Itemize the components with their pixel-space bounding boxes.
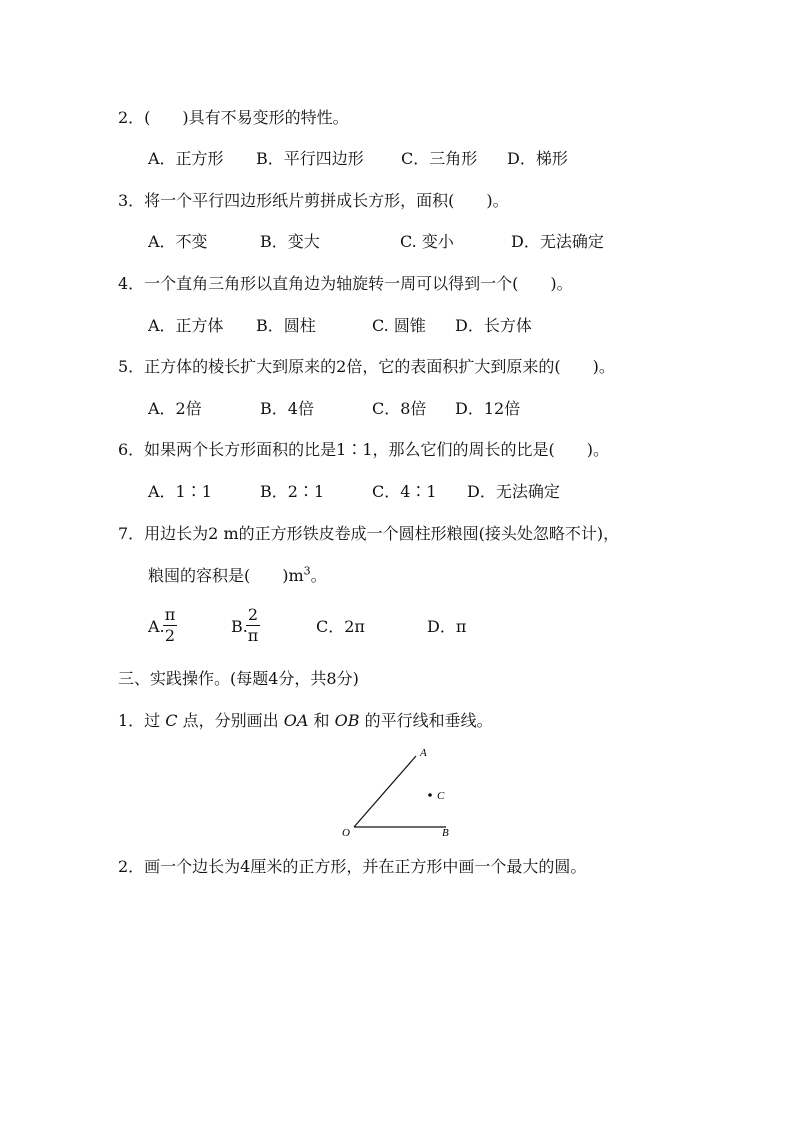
option-a: A．不变 <box>148 232 208 251</box>
question-2-options <box>0 149 794 169</box>
q7-option-c: C．2π <box>316 617 365 636</box>
pq1-mid: 点，分别画出 <box>182 711 279 730</box>
option-c: C．8倍 <box>372 399 427 418</box>
question-5-options <box>0 399 794 419</box>
option-d: D．长方体 <box>455 316 532 335</box>
fraction-denominator: π <box>247 626 259 645</box>
point-c <box>428 793 432 797</box>
option-d: D．无法确定 <box>511 232 604 251</box>
label-o: O <box>342 827 350 839</box>
point-c-label: C <box>165 711 178 730</box>
option-b: B．圆柱 <box>256 316 316 335</box>
question-4-options <box>0 316 794 336</box>
fraction-numerator: 2 <box>247 605 259 624</box>
question-7-stem-text: 粮囤的容积是( )m <box>148 566 304 585</box>
option-d: D．12倍 <box>455 399 521 418</box>
option-b: B．2∶1 <box>260 482 325 501</box>
question-7-stem-line1: 7．用边长为2 m的正方形铁皮卷成一个圆柱形粮囤(接头处忽略不计)， <box>118 524 620 543</box>
question-4-stem: 4．一个直角三角形以直角边为轴旋转一周可以得到一个( )。 <box>118 274 573 293</box>
question-6-options <box>0 482 794 502</box>
segment-oa-label: OA <box>283 711 309 730</box>
option-a: A．1∶1 <box>148 482 212 501</box>
pq1-and: 和 <box>313 711 330 730</box>
fraction-denominator: 2 <box>164 626 176 645</box>
section-3-title: 三、实践操作。(每题4分，共8分) <box>118 669 359 688</box>
label-b: B <box>442 827 449 839</box>
q7-option-a-fraction <box>163 605 177 646</box>
option-a: A．正方形 <box>148 149 224 168</box>
practice-question-1 <box>118 711 493 731</box>
question-7-stem-line2 <box>148 566 327 586</box>
option-a: A．正方体 <box>148 316 224 335</box>
label-a: A <box>420 747 427 759</box>
pq1-pre: 1．过 <box>118 711 161 730</box>
question-3-options <box>0 232 794 252</box>
q7-option-d: D．π <box>427 617 467 636</box>
question-6-stem: 6．如果两个长方形面积的比是1∶1，那么它们的周长的比是( )。 <box>118 440 610 459</box>
option-b: B．4倍 <box>260 399 314 418</box>
cubic-superscript: 3 <box>303 564 311 578</box>
option-d: D．无法确定 <box>467 482 560 501</box>
option-a: A．2倍 <box>148 399 202 418</box>
ray-oa <box>354 756 416 827</box>
option-c: C．三角形 <box>401 149 478 168</box>
question-2-stem: 2．( )具有不易变形的特性。 <box>118 108 349 127</box>
q7-option-b-fraction <box>246 605 260 646</box>
option-d: D．梯形 <box>507 149 568 168</box>
option-c: C. 变小 <box>400 232 454 251</box>
angle-figure <box>336 742 466 842</box>
q7-option-a-prefix: A. <box>148 617 165 636</box>
label-c: C <box>437 790 445 802</box>
q7-option-b-prefix: B. <box>231 617 248 636</box>
option-c: C. 圆锥 <box>372 316 426 335</box>
practice-question-2: 2．画一个边长为4厘米的正方形，并在正方形中画一个最大的圆。 <box>118 857 587 876</box>
pq1-post: 的平行线和垂线。 <box>364 711 493 730</box>
option-c: C．4∶1 <box>372 482 437 501</box>
question-7-stem-end: 。 <box>310 566 327 585</box>
question-3-stem: 3．将一个平行四边形纸片剪拼成长方形，面积( )。 <box>118 191 509 210</box>
question-5-stem: 5．正方体的棱长扩大到原来的2倍，它的表面积扩大到原来的( )。 <box>118 357 615 376</box>
option-b: B．变大 <box>260 232 320 251</box>
segment-ob-label: OB <box>334 711 360 730</box>
option-b: B．平行四边形 <box>256 149 364 168</box>
fraction-numerator: π <box>164 605 176 624</box>
